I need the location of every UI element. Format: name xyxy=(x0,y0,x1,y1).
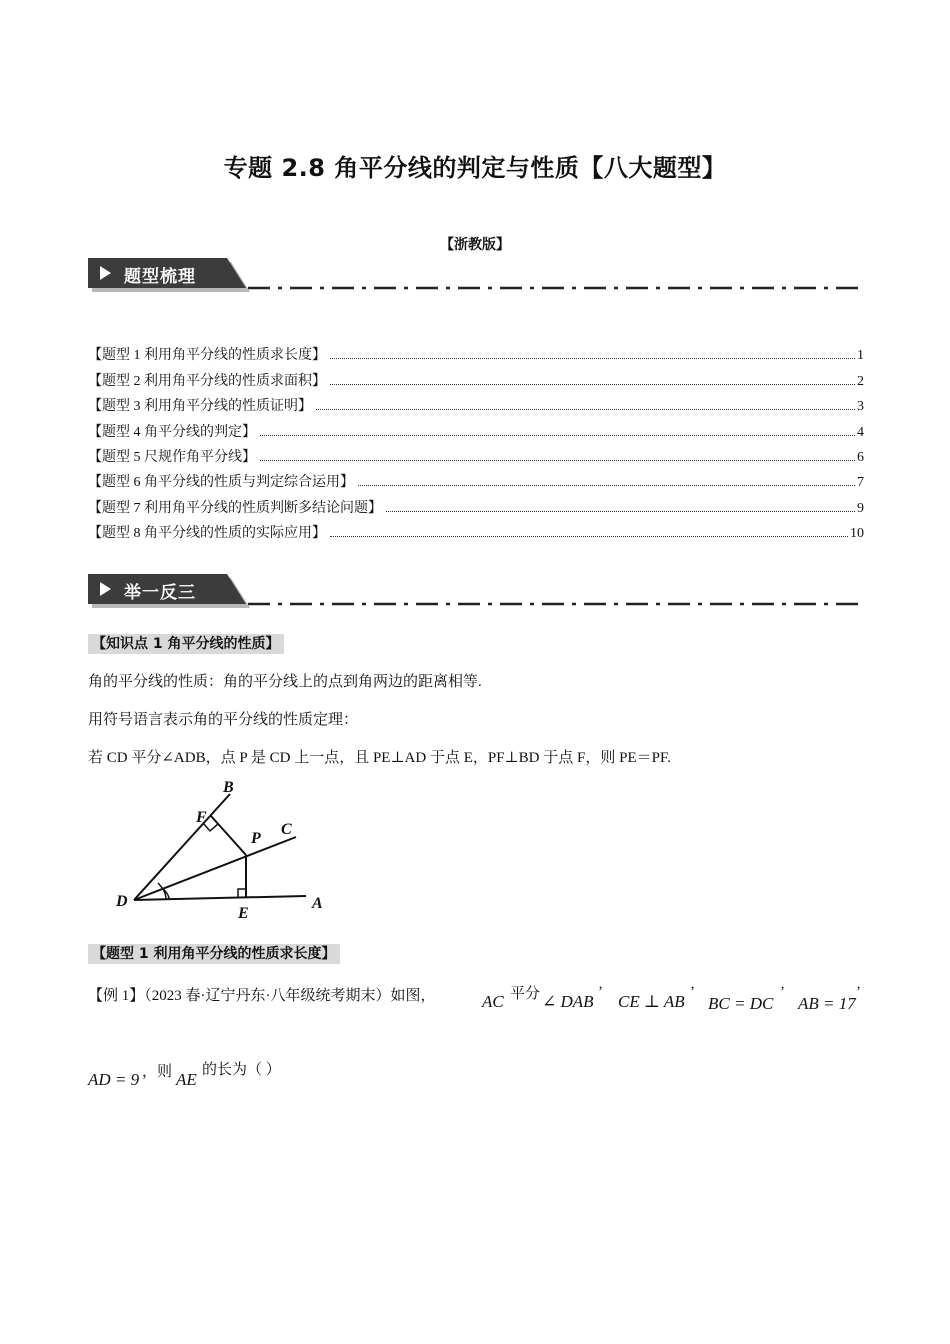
example-prefix: 【例 1】（2023 春·辽宁丹东·八年级统考期末）如图， xyxy=(88,988,436,1004)
page-title: 专题 2.8 角平分线的判定与性质【八大题型】 xyxy=(223,154,727,182)
angle-bisector-figure xyxy=(100,776,340,926)
ray-DC xyxy=(134,837,296,900)
toc-entry[interactable]: 【题型 5 尺规作角平分线】 6 xyxy=(88,450,864,465)
label-C: C xyxy=(281,821,292,838)
math-AC: AC xyxy=(482,992,504,1011)
knowledge-text: 若 CD 平分∠ADB，点 P 是 CD 上一点，且 PE⊥AD 于点 E，PF⊥BD 于点 F，则 PE＝PF. xyxy=(88,750,671,766)
play-triangle-icon xyxy=(100,266,111,280)
label-B: B xyxy=(223,779,234,796)
math-angle: ∠ DAB xyxy=(542,992,594,1011)
toc-entry[interactable]: 【题型 7 利用角平分线的性质判断多结论问题】 9 xyxy=(88,501,864,516)
math-sep: ，则 xyxy=(142,1064,173,1080)
toc-entry[interactable]: 【题型 4 角平分线的判定】 4 xyxy=(88,425,864,440)
section-banner-label: 举一反三 xyxy=(124,583,196,603)
toc-entry[interactable]: 【题型 2 利用角平分线的性质求面积】 2 xyxy=(88,374,864,389)
label-E: E xyxy=(238,905,249,922)
math-sep: ’ xyxy=(690,984,695,1000)
dash-dot-rule xyxy=(248,596,864,608)
math-equality: BC = DC xyxy=(708,994,774,1013)
section-banner-examples xyxy=(88,574,864,608)
toc-entry[interactable]: 【题型 3 利用角平分线的性质证明】 3 xyxy=(88,399,864,414)
ray-DB xyxy=(134,794,230,900)
edition-label: 【浙教版】 xyxy=(440,237,510,253)
math-length: AD = 9 xyxy=(88,1070,140,1089)
dash-dot-rule xyxy=(248,280,864,292)
type1-heading: 【题型 1 利用角平分线的性质求长度】 xyxy=(88,944,340,964)
knowledge-heading: 【知识点 1 角平分线的性质】 xyxy=(88,634,284,654)
play-triangle-icon xyxy=(100,582,111,596)
knowledge-text: 角的平分线的性质：角的平分线上的点到角两边的距离相等. xyxy=(88,674,482,690)
toc-entry[interactable]: 【题型 1 利用角平分线的性质求长度】 1 xyxy=(88,348,864,363)
toc-entry[interactable]: 【题型 8 角平分线的性质的实际应用】 10 xyxy=(88,526,864,541)
ray-DA xyxy=(134,896,306,900)
section-banner-types xyxy=(88,258,864,292)
math-sep: ’ xyxy=(856,984,861,1000)
section-banner-label: 题型梳理 xyxy=(124,267,196,287)
knowledge-text: 用符号语言表示角的平分线的性质定理： xyxy=(88,712,359,728)
segment-PF xyxy=(211,816,246,855)
label-D: D xyxy=(116,893,128,910)
math-word: 平分 xyxy=(510,986,541,1002)
math-length: AB = 17 xyxy=(798,994,856,1013)
math-AE: AE xyxy=(176,1070,197,1089)
label-F: F xyxy=(196,809,207,826)
math-sep: ’ xyxy=(780,984,785,1000)
question-tail: 的长为（ ） xyxy=(202,1062,281,1078)
math-perpendicular: CE ⊥ AB xyxy=(618,992,685,1011)
label-A: A xyxy=(312,895,323,912)
label-P: P xyxy=(251,830,261,847)
math-sep: ’ xyxy=(598,984,603,1000)
toc-entry[interactable]: 【题型 6 角平分线的性质与判定综合运用】 7 xyxy=(88,475,864,490)
